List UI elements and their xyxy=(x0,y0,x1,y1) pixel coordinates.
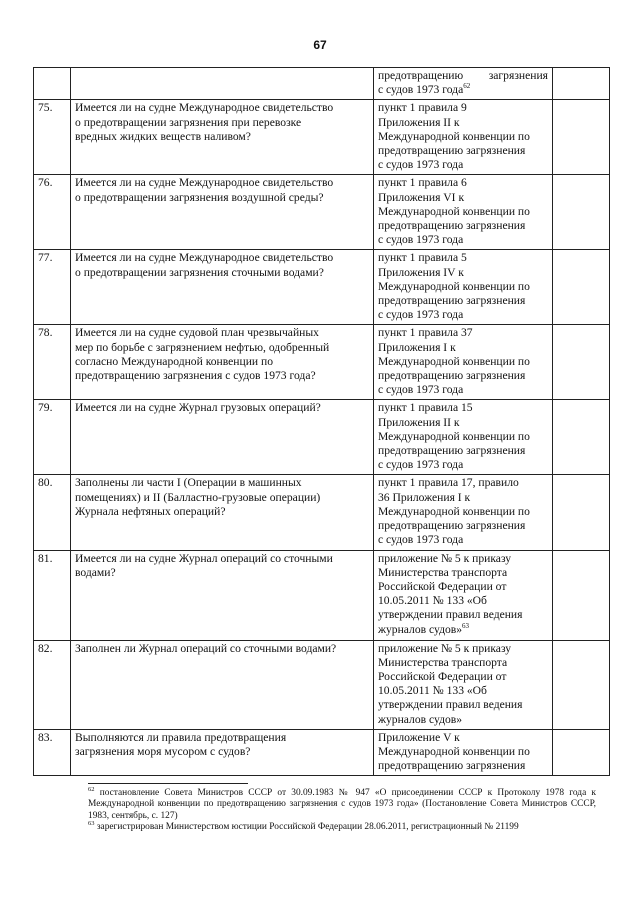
reference-text: Приложения II к xyxy=(378,415,460,429)
question-cell xyxy=(71,100,374,175)
reference-text: пункт 1 правила 15 xyxy=(378,401,473,415)
question-line: предотвращению загрязнения с судов 1973 года? xyxy=(75,369,316,383)
reference-line xyxy=(378,144,548,158)
legal-reference-cell xyxy=(374,175,553,250)
reference-line xyxy=(378,608,548,622)
reference-text: предотвращению загрязнения xyxy=(378,444,526,458)
reference-text: Международной конвенции по xyxy=(378,429,530,443)
reference-line xyxy=(378,416,548,430)
reference-line xyxy=(378,176,548,190)
reference-text: пункт 1 правила 9 xyxy=(378,101,467,115)
reference-text: предотвращению загрязнения xyxy=(378,144,526,158)
reference-line xyxy=(378,476,548,490)
reference-text: Международной конвенции по xyxy=(378,744,530,758)
reference-line xyxy=(378,642,548,656)
row-number: 75. xyxy=(34,100,71,175)
footnote-marker[interactable]: 63 xyxy=(462,621,470,630)
question-line: загрязнения моря мусором с судов? xyxy=(75,744,251,758)
reference-text: с судов 1973 года xyxy=(378,308,464,322)
question-line: помещениях) и II (Балластно-грузовые операции) xyxy=(75,490,321,504)
reference-text: Международной конвенции по xyxy=(378,129,530,143)
reference-text: пункт 1 правила 5 xyxy=(378,251,467,265)
footnote xyxy=(88,785,596,822)
page-number: 67 xyxy=(313,38,327,52)
footnote-number: 63 xyxy=(88,820,95,828)
reference-line xyxy=(378,294,548,308)
reference-line xyxy=(378,623,548,637)
footnote-text: постановление Совета Министров СССР от 30.09.1983 № 947 «О присоединении СССР к Протоколу 1978 года к Международной конвенции по предотвращению загрязнения с судов 1973 года» (Постановление Совета Министров СССР, 1983, сентябрь, с. 127) xyxy=(88,788,596,821)
legal-reference-cell xyxy=(374,100,553,175)
reference-text: Международной конвенции по xyxy=(378,279,530,293)
reference-line xyxy=(378,458,548,472)
row-number: 81. xyxy=(34,550,71,640)
reference-line xyxy=(378,745,548,759)
reference-line xyxy=(378,383,548,397)
table-row xyxy=(34,729,610,776)
row-number: 78. xyxy=(34,325,71,400)
row-number: 76. xyxy=(34,175,71,250)
reference-line xyxy=(378,552,548,566)
reference-line xyxy=(378,341,548,355)
reference-line xyxy=(378,698,548,712)
reference-text: Министерства транспорта xyxy=(378,565,508,579)
reference-text: Приложения II к xyxy=(378,115,460,129)
table-row xyxy=(34,550,610,640)
reference-text: журналов судов» xyxy=(378,712,463,726)
reference-text: приложение № 5 к приказу xyxy=(378,641,512,655)
reference-text: пункт 1 правила 6 xyxy=(378,176,467,190)
note-cell xyxy=(553,550,610,640)
reference-line xyxy=(378,266,548,280)
reference-line xyxy=(378,233,548,247)
question-line: Имеется ли на судне Журнал операций со сточными xyxy=(75,551,333,565)
question-cell xyxy=(71,400,374,475)
reference-line xyxy=(378,280,548,294)
reference-text: Международной конвенции по xyxy=(378,354,530,368)
question-line: о предотвращении загрязнения воздушной среды? xyxy=(75,190,324,204)
reference-line xyxy=(378,116,548,130)
table-row xyxy=(34,400,610,475)
row-number: 83. xyxy=(34,729,71,776)
table-row xyxy=(34,325,610,400)
reference-text: журналов судов» xyxy=(378,622,463,636)
reference-line xyxy=(378,594,548,608)
reference-text: предотвращению загрязнения xyxy=(378,219,526,233)
row-number: 80. xyxy=(34,475,71,550)
reference-text: с судов 1973 года xyxy=(378,158,464,172)
row-number: 77. xyxy=(34,250,71,325)
reference-line xyxy=(378,355,548,369)
reference-text: Министерства транспорта xyxy=(378,655,508,669)
reference-line xyxy=(378,670,548,684)
legal-reference-cell xyxy=(374,729,553,776)
reference-text: пункт 1 правила 17, правило xyxy=(378,476,519,490)
question-line: Журнала нефтяных операций? xyxy=(75,504,226,518)
note-cell xyxy=(553,400,610,475)
reference-text: Российской Федерации от xyxy=(378,579,507,593)
reference-line xyxy=(378,656,548,670)
reference-text: Международной конвенции по xyxy=(378,204,530,218)
legal-reference-cell xyxy=(374,68,553,100)
question-cell xyxy=(71,475,374,550)
reference-text: с судов 1973 года xyxy=(378,458,464,472)
reference-text: утверждении правил ведения xyxy=(378,608,523,622)
reference-text: пункт 1 правила 37 xyxy=(378,326,473,340)
reference-line xyxy=(378,205,548,219)
question-cell xyxy=(71,175,374,250)
question-line: мер по борьбе с загрязнением нефтью, одобренный xyxy=(75,340,330,354)
question-line: о предотвращении загрязнения сточными водами? xyxy=(75,265,324,279)
reference-line xyxy=(378,401,548,415)
reference-line xyxy=(378,130,548,144)
reference-text: предотвращению загрязнения xyxy=(378,69,548,82)
note-cell xyxy=(553,640,610,729)
checklist-table xyxy=(33,67,610,776)
reference-text: предотвращению загрязнения xyxy=(378,369,526,383)
note-cell xyxy=(553,68,610,100)
legal-reference-cell xyxy=(374,250,553,325)
reference-text: с судов 1973 года xyxy=(378,233,464,247)
question-line: Имеется ли на судне судовой план чрезвычайных xyxy=(75,326,319,340)
question-cell xyxy=(71,640,374,729)
table-row xyxy=(34,100,610,175)
row-number: 79. xyxy=(34,400,71,475)
reference-line xyxy=(378,308,548,322)
reference-line xyxy=(378,251,548,265)
question-line: Имеется ли на судне Международное свидетельство xyxy=(75,251,334,265)
reference-line xyxy=(378,101,548,115)
reference-line xyxy=(378,69,548,83)
checklist-table-body xyxy=(34,68,610,776)
reference-line xyxy=(378,430,548,444)
question-line: Заполнены ли части I (Операции в машинных xyxy=(75,476,302,490)
reference-line xyxy=(378,566,548,580)
note-cell xyxy=(553,100,610,175)
reference-text: Международной конвенции по xyxy=(378,504,530,518)
footnote-separator xyxy=(88,783,248,784)
reference-line xyxy=(378,759,548,773)
footnote-number: 62 xyxy=(88,785,95,793)
table-row xyxy=(34,640,610,729)
question-line: водами? xyxy=(75,565,116,579)
reference-text: Приложения I к xyxy=(378,340,456,354)
table-row xyxy=(34,68,610,100)
note-cell xyxy=(553,175,610,250)
reference-text: с судов 1973 года xyxy=(378,83,464,97)
reference-text: с судов 1973 года xyxy=(378,533,464,547)
question-cell xyxy=(71,68,374,100)
reference-line xyxy=(378,83,548,97)
footnote xyxy=(88,822,596,833)
note-cell xyxy=(553,475,610,550)
reference-line xyxy=(378,684,548,698)
reference-line xyxy=(378,444,548,458)
reference-text: предотвращению загрязнения xyxy=(378,519,526,533)
reference-text: предотвращению загрязнения xyxy=(378,294,526,308)
legal-reference-cell xyxy=(374,475,553,550)
question-line: Заполнен ли Журнал операций со сточными водами? xyxy=(75,641,337,655)
reference-text: Приложения VI к xyxy=(378,190,465,204)
footnotes xyxy=(88,783,596,834)
question-line: Имеется ли на судне Международное свидетельство xyxy=(75,101,334,115)
question-cell xyxy=(71,325,374,400)
reference-line xyxy=(378,731,548,745)
reference-line xyxy=(378,505,548,519)
reference-text: Приложение V к xyxy=(378,730,460,744)
legal-reference-cell xyxy=(374,550,553,640)
table-row xyxy=(34,475,610,550)
reference-line xyxy=(378,369,548,383)
footnote-marker[interactable]: 62 xyxy=(463,82,471,91)
row-number xyxy=(34,68,71,100)
reference-line xyxy=(378,580,548,594)
reference-line xyxy=(378,533,548,547)
reference-text: утверждении правил ведения xyxy=(378,698,523,712)
reference-text: 36 Приложения I к xyxy=(378,490,471,504)
reference-text: с судов 1973 года xyxy=(378,383,464,397)
row-number: 82. xyxy=(34,640,71,729)
reference-line xyxy=(378,191,548,205)
question-line: согласно Международной конвенции по xyxy=(75,354,274,368)
reference-line xyxy=(378,219,548,233)
question-cell xyxy=(71,550,374,640)
reference-line xyxy=(378,158,548,172)
reference-text: предотвращению загрязнения xyxy=(378,759,526,773)
legal-reference-cell xyxy=(374,325,553,400)
reference-line xyxy=(378,713,548,727)
note-cell xyxy=(553,729,610,776)
reference-line xyxy=(378,491,548,505)
reference-text: Российской Федерации от xyxy=(378,669,507,683)
note-cell xyxy=(553,325,610,400)
question-line: Имеется ли на судне Международное свидетельство xyxy=(75,176,334,190)
reference-line xyxy=(378,326,548,340)
question-line: о предотвращении загрязнения при перевозке xyxy=(75,115,302,129)
legal-reference-cell xyxy=(374,640,553,729)
table-row xyxy=(34,175,610,250)
question-line: вредных жидких веществ наливом? xyxy=(75,129,251,143)
footnote-text: зарегистрирован Министерством юстиции Российской Федерации 28.06.2011, регистрационный № 21199 xyxy=(94,822,519,833)
footnote-list xyxy=(88,785,596,834)
reference-text: 10.05.2011 № 133 «Об xyxy=(378,594,487,608)
question-cell xyxy=(71,250,374,325)
legal-reference-cell xyxy=(374,400,553,475)
question-line: Имеется ли на судне Журнал грузовых операций? xyxy=(75,401,321,415)
reference-text: Приложения IV к xyxy=(378,265,464,279)
question-cell xyxy=(71,729,374,776)
reference-text: приложение № 5 к приказу xyxy=(378,551,512,565)
reference-line xyxy=(378,519,548,533)
note-cell xyxy=(553,250,610,325)
table-row xyxy=(34,250,610,325)
reference-text: 10.05.2011 № 133 «Об xyxy=(378,684,487,698)
question-line: Выполняются ли правила предотвращения xyxy=(75,730,287,744)
